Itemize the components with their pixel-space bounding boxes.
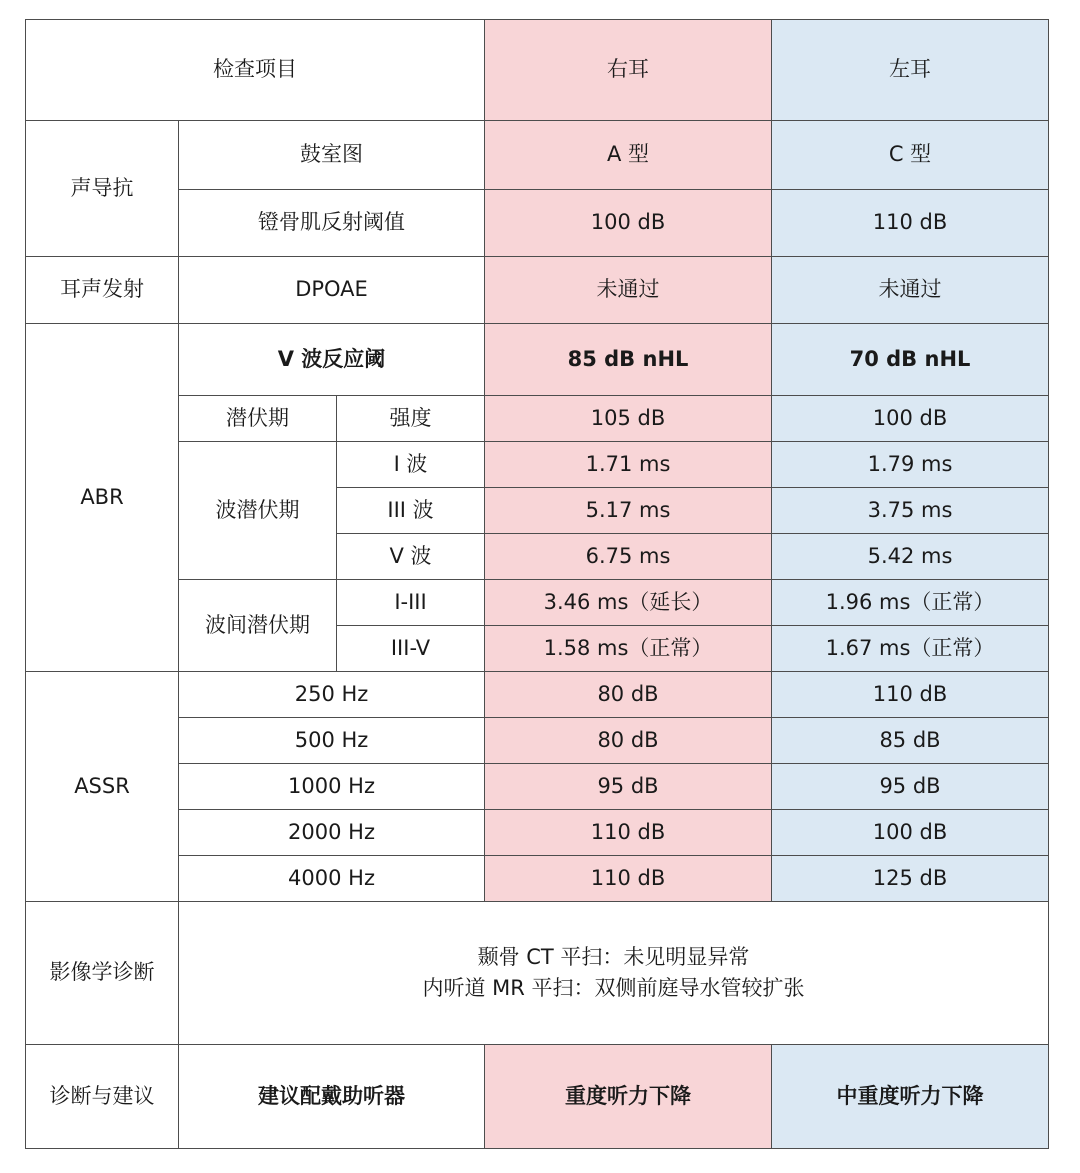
table-row <box>26 764 1049 810</box>
abr-threshold-left: 70 dB nHL <box>772 324 1049 396</box>
assr-right: 80 dB <box>485 672 772 718</box>
table-row <box>26 257 1049 324</box>
abr-wave-right: 5.17 ms <box>485 488 772 534</box>
imaging-label: 影像学诊断 <box>26 902 179 1045</box>
assr-left: 110 dB <box>772 672 1049 718</box>
table-row <box>26 672 1049 718</box>
abr-wave-right: 1.71 ms <box>485 442 772 488</box>
header-right-ear: 右耳 <box>485 20 772 121</box>
abr-latency-label: 潜伏期 <box>179 396 337 442</box>
abr-interpeak-label: 波间潜伏期 <box>179 580 337 672</box>
assr-left: 95 dB <box>772 764 1049 810</box>
hearing-test-report-table <box>25 19 1049 1149</box>
table-row <box>26 718 1049 764</box>
table-row <box>26 190 1049 257</box>
abr-threshold-right: 85 dB nHL <box>485 324 772 396</box>
assr-right: 110 dB <box>485 856 772 902</box>
abr-interpeak-name: I-III <box>337 580 485 626</box>
abr-wave-latency-label: 波潜伏期 <box>179 442 337 580</box>
table-row <box>26 1045 1049 1149</box>
abr-interpeak-name: III-V <box>337 626 485 672</box>
abr-latency-right: 105 dB <box>485 396 772 442</box>
oae-left: 未通过 <box>772 257 1049 324</box>
imaging-finding-line: 颞骨 CT 平扫：未见明显异常 <box>477 944 750 969</box>
tympanogram-left: C 型 <box>772 121 1049 190</box>
assr-frequency: 250 Hz <box>179 672 485 718</box>
table-row <box>26 810 1049 856</box>
abr-interpeak-right: 3.46 ms（延长） <box>485 580 772 626</box>
header-item: 检查项目 <box>26 20 485 121</box>
table-row <box>26 580 1049 626</box>
abr-wave-name: I 波 <box>337 442 485 488</box>
diagnosis-label: 诊断与建议 <box>26 1045 179 1149</box>
table-row <box>26 121 1049 190</box>
table-row <box>26 856 1049 902</box>
diagnosis-advice: 建议配戴助听器 <box>179 1045 485 1149</box>
abr-latency-sub: 强度 <box>337 396 485 442</box>
abr-wave-name: V 波 <box>337 534 485 580</box>
assr-right: 110 dB <box>485 810 772 856</box>
abr-wave-left: 5.42 ms <box>772 534 1049 580</box>
abr-wave-right: 6.75 ms <box>485 534 772 580</box>
assr-left: 85 dB <box>772 718 1049 764</box>
table-row <box>26 396 1049 442</box>
acoustic-immittance-label: 声导抗 <box>26 121 179 257</box>
abr-interpeak-right: 1.58 ms（正常） <box>485 626 772 672</box>
abr-wave-left: 3.75 ms <box>772 488 1049 534</box>
table-row <box>26 442 1049 488</box>
header-row <box>26 20 1049 121</box>
oae-right: 未通过 <box>485 257 772 324</box>
table-row <box>26 324 1049 396</box>
assr-frequency: 4000 Hz <box>179 856 485 902</box>
stapedial-reflex-right: 100 dB <box>485 190 772 257</box>
diagnosis-left: 中重度听力下降 <box>772 1045 1049 1149</box>
imaging-finding-line: 内听道 MR 平扫：双侧前庭导水管较扩张 <box>422 976 805 1000</box>
abr-latency-left: 100 dB <box>772 396 1049 442</box>
header-left-ear: 左耳 <box>772 20 1049 121</box>
table-row <box>26 902 1049 1045</box>
abr-interpeak-left: 1.96 ms（正常） <box>772 580 1049 626</box>
abr-threshold-label: V 波反应阈 <box>179 324 485 396</box>
assr-right: 80 dB <box>485 718 772 764</box>
stapedial-reflex-left: 110 dB <box>772 190 1049 257</box>
abr-label: ABR <box>26 324 179 672</box>
oae-label: 耳声发射 <box>26 257 179 324</box>
abr-interpeak-left: 1.67 ms（正常） <box>772 626 1049 672</box>
assr-left: 100 dB <box>772 810 1049 856</box>
assr-frequency: 500 Hz <box>179 718 485 764</box>
oae-test: DPOAE <box>179 257 485 324</box>
tympanogram-label: 鼓室图 <box>179 121 485 190</box>
abr-wave-name: III 波 <box>337 488 485 534</box>
assr-left: 125 dB <box>772 856 1049 902</box>
tympanogram-right: A 型 <box>485 121 772 190</box>
abr-wave-left: 1.79 ms <box>772 442 1049 488</box>
assr-frequency: 2000 Hz <box>179 810 485 856</box>
stapedial-reflex-label: 镫骨肌反射阈值 <box>179 190 485 257</box>
diagnosis-right: 重度听力下降 <box>485 1045 772 1149</box>
imaging-findings <box>179 902 1049 1045</box>
assr-right: 95 dB <box>485 764 772 810</box>
assr-label: ASSR <box>26 672 179 902</box>
assr-frequency: 1000 Hz <box>179 764 485 810</box>
